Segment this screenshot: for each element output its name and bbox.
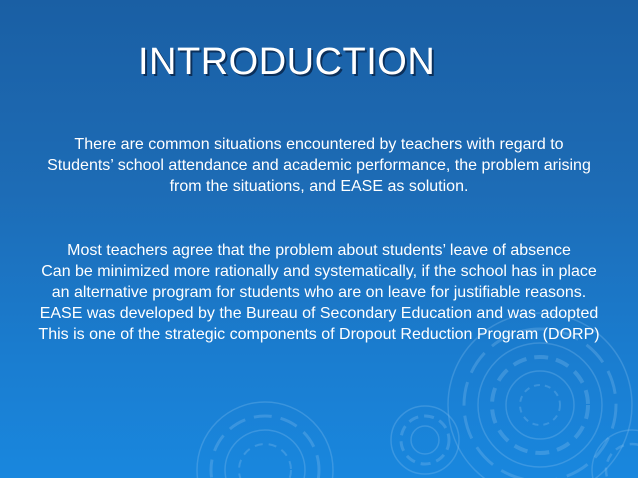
paragraph-line: Can be minimized more rationally and systematically, if the school has in place xyxy=(41,263,597,280)
paragraph-line: This is one of the strategic components of Dropout Reduction Program (DORP) xyxy=(38,326,600,343)
intro-paragraph xyxy=(0,134,638,197)
paragraph-line: There are common situations encountered by teachers with regard to xyxy=(74,136,564,153)
paragraph-line: EASE was developed by the Bureau of Secondary Education and was adopted xyxy=(39,305,599,322)
paragraph-line: Most teachers agree that the problem about students’ leave of absence xyxy=(67,242,571,259)
slide-title: INTRODUCTION xyxy=(138,41,436,83)
paragraph-line: from the situations, and EASE as solution. xyxy=(169,178,469,195)
paragraph-line: an alternative program for students who are on leave for justifiable reasons. xyxy=(51,284,587,301)
body-paragraph xyxy=(0,240,638,345)
paragraph-line: Students’ school attendance and academic performance, the problem arising xyxy=(47,157,591,174)
